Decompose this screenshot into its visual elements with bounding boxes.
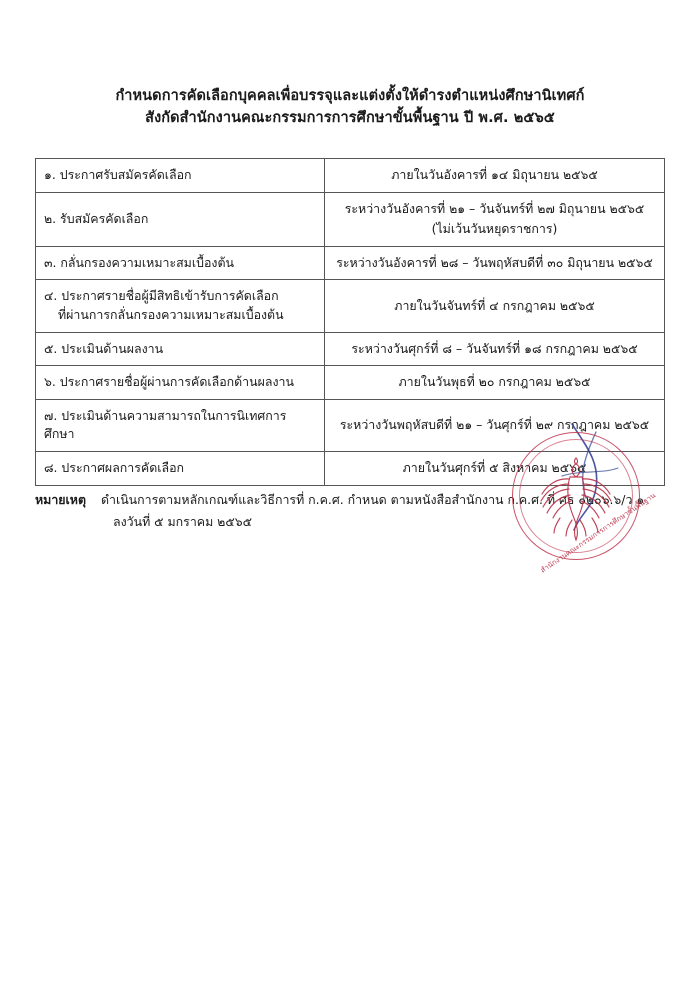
- title-line-2: สังกัดสำนักงานคณะกรรมการการศึกษาขั้นพื้นฐาน ปี พ.ศ. ๒๕๖๕: [145, 110, 555, 127]
- row-item-label: ๒. รับสมัครคัดเลือก: [44, 210, 149, 226]
- table-row: [36, 192, 665, 246]
- row-item-cell: [36, 159, 325, 193]
- schedule-table: [35, 158, 665, 486]
- row-detail-cell: [325, 332, 665, 366]
- table-row: [36, 452, 665, 486]
- row-item-cell: [36, 366, 325, 400]
- footnote-line-2: ลงวันที่ ๕ มกราคม ๒๕๖๕: [113, 513, 252, 529]
- row-detail-label: ภายในวันพุธที่ ๒๐ กรกฎาคม ๒๕๖๕: [398, 374, 591, 390]
- table-row: [36, 399, 665, 451]
- table-row: [36, 366, 665, 400]
- seal-text: สำนักงานคณะกรรมการการศึกษาขั้นพื้นฐาน: [538, 490, 658, 575]
- row-detail-label: ระหว่างวันพฤหัสบดีที่ ๒๑ – วันศุกร์ที่ ๒๙ กรกฎาคม ๒๕๖๕: [339, 417, 650, 433]
- row-detail-cell: [325, 246, 665, 280]
- page-title: [0, 85, 700, 130]
- table-row: [36, 332, 665, 366]
- row-detail-label: ภายในวันอังคารที่ ๑๔ มิถุนายน ๒๕๖๕: [391, 167, 598, 182]
- row-detail-cell: [325, 159, 665, 193]
- title-line-1: กำหนดการคัดเลือกบุคคลเพื่อบรรจุและแต่งตั้งให้ดำรงตำแหน่งศึกษานิเทศก์: [115, 88, 585, 104]
- table-row: [36, 280, 665, 332]
- row-item-sublabel: ที่ผ่านการกลั่นกรองความเหมาะสมเบื้องต้น: [58, 307, 284, 323]
- row-item-cell: [36, 452, 325, 486]
- row-item-cell: [36, 280, 325, 332]
- row-detail-cell: [325, 452, 665, 486]
- row-item-label: ๘. ประกาศผลการคัดเลือก: [44, 460, 185, 476]
- row-item-label: ๕. ประเมินด้านผลงาน: [44, 340, 164, 356]
- table-row: [36, 159, 665, 193]
- row-detail-cell: [325, 192, 665, 246]
- footnote: [35, 489, 665, 532]
- row-detail-cell: [325, 366, 665, 400]
- row-detail-label: ภายในวันศุกร์ที่ ๕ สิงหาคม ๒๕๖๕: [402, 460, 587, 476]
- table-body: [36, 159, 665, 486]
- row-item-cell: [36, 332, 325, 366]
- row-detail-label: ภายในวันจันทร์ที่ ๔ กรกฎาคม ๒๕๖๕: [394, 297, 595, 313]
- row-item-cell: [36, 192, 325, 246]
- row-detail-label: ระหว่างวันอังคารที่ ๒๑ – วันจันทร์ที่ ๒๗ มิถุนายน ๒๕๖๕: [344, 200, 645, 216]
- row-item-cell: [36, 246, 325, 280]
- row-item-label: ๔. ประกาศรายชื่อผู้มีสิทธิเข้ารับการคัดเลือก: [44, 288, 279, 304]
- row-item-label: ๗. ประเมินด้านความสามารถในการนิเทศการศึกษา: [44, 407, 287, 442]
- row-item-cell: [36, 399, 325, 451]
- row-item-label: ๖. ประกาศรายชื่อผู้ผ่านการคัดเลือกด้านผลงาน: [44, 374, 294, 390]
- footnote-label: หมายเหตุ: [35, 492, 87, 507]
- row-item-label: ๑. ประกาศรับสมัครคัดเลือก: [44, 167, 192, 182]
- table-row: [36, 246, 665, 280]
- footnote-line-1: ดำเนินการตามหลักเกณฑ์และวิธีการที่ ก.ค.ศ. กำหนด ตามหนังสือสำนักงาน ก.ค.ศ. ที่ ศธ ๐๒๐๖.๖/ว ๑: [100, 492, 645, 507]
- row-detail-label: ระหว่างวันศุกร์ที่ ๘ – วันจันทร์ที่ ๑๘ กรกฎาคม ๒๕๖๕: [351, 340, 638, 356]
- row-detail-subnote: (ไม่เว้นวันหยุดราชการ): [431, 221, 558, 237]
- row-detail-cell: [325, 280, 665, 332]
- row-detail-cell: [325, 399, 665, 451]
- row-detail-label: ระหว่างวันอังคารที่ ๒๘ – วันพฤหัสบดีที่ ๓๐ มิถุนายน ๒๕๖๕: [336, 254, 653, 270]
- row-item-label: ๓. กลั่นกรองความเหมาะสมเบื้องต้น: [44, 254, 234, 270]
